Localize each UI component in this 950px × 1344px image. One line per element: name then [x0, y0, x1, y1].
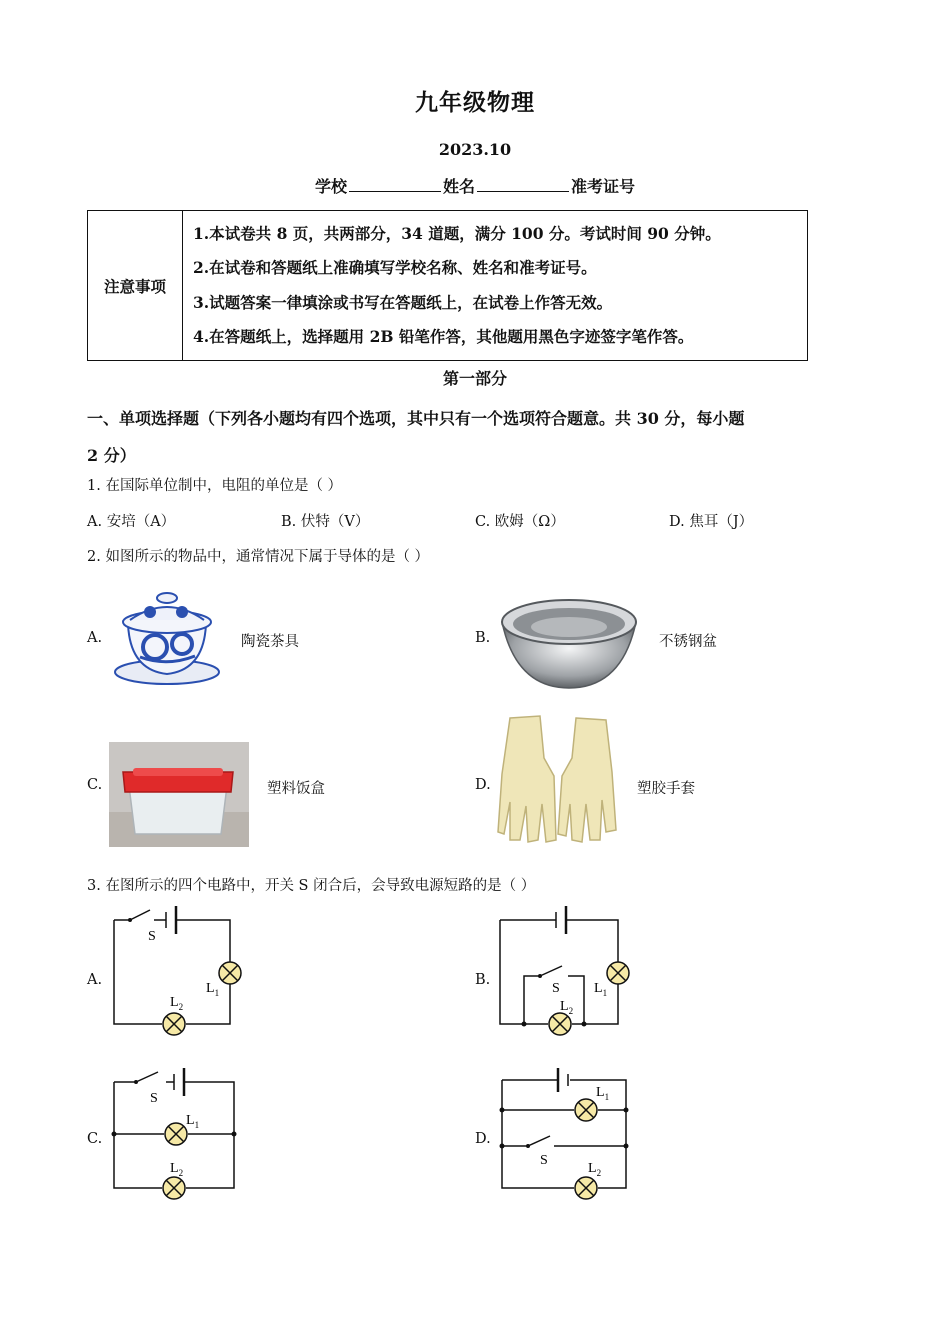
q2-stem: 2. 如图所示的物品中，通常情况下属于导体的是（ ）: [87, 549, 430, 565]
notice-item: 3.试题答案一律填涂或书写在答题纸上，在试卷上作答无效。: [193, 292, 613, 312]
q3-option-b-letter: B.: [475, 972, 491, 988]
q1-option-c: C. 欧姆（Ω）: [475, 514, 565, 530]
q1-option-d: D. 焦耳（J）: [669, 514, 754, 530]
svg-text:S: S: [150, 1091, 158, 1106]
q2-option-b-letter: B.: [475, 630, 491, 646]
name-label: 姓名: [442, 177, 475, 196]
porcelain-tea-set-image: [110, 582, 225, 688]
student-info-line: [0, 174, 950, 197]
svg-text:S: S: [552, 981, 560, 996]
name-blank: [477, 177, 569, 192]
circuit-d-diagram: [488, 1064, 648, 1204]
svg-text:L2: $L_2$: [560, 999, 574, 1016]
q2-option-b-caption: 不锈钢盆: [659, 634, 717, 650]
q2-option-d-letter: D.: [475, 777, 491, 793]
q1-option-a: A. 安培（A）: [87, 514, 176, 530]
stainless-bowl-image: [496, 594, 642, 690]
notice-table: [87, 210, 808, 361]
page-title: 九年级物理: [415, 89, 535, 116]
svg-text:L2: $L_2$: [588, 1161, 602, 1178]
q1-stem: 1. 在国际单位制中，电阻的单位是（ ）: [87, 478, 343, 494]
q3-option-a-letter: A.: [87, 972, 103, 988]
section-line: 2 分）: [87, 446, 136, 465]
notice-item: 1.本试卷共 8 页，共两部分，34 道题，满分 100 分。考试时间 90 分钟。: [193, 223, 721, 243]
q1-option-b: B. 伏特（V）: [281, 514, 370, 530]
school-label: 学校: [314, 177, 347, 196]
q2-option-c-letter: C.: [87, 777, 103, 793]
q3-option-d-letter: D.: [475, 1131, 491, 1147]
part-title: 第一部分: [442, 369, 507, 388]
svg-text:L1: $L_1$: [594, 981, 608, 998]
circuit-b-diagram: [488, 900, 648, 1040]
plastic-lunchbox-image: [109, 742, 249, 847]
lamp2-label: $L_2$: [170, 995, 184, 1012]
q2-option-a-letter: A.: [87, 630, 103, 646]
switch-label: S: [148, 929, 156, 944]
school-blank: [349, 177, 441, 192]
notice-body: [183, 211, 808, 361]
rubber-gloves-image: [496, 714, 620, 848]
q3-option-c-letter: C.: [87, 1131, 103, 1147]
lamp1-label: $L_1$: [206, 981, 220, 998]
section-line: 一、单项选择题（下列各小题均有四个选项，其中只有一个选项符合题意。共 30 分，每小题: [87, 409, 745, 428]
lamp-l2-icon: [163, 1013, 185, 1035]
notice-item: 2.在试卷和答题纸上准确填写学校名称、姓名和准考证号。: [193, 258, 597, 277]
exam-date: 2023.10: [438, 140, 512, 159]
q3-stem: 3. 在图所示的四个电路中，开关 S 闭合后，会导致电源短路的是（ ）: [87, 878, 536, 894]
q2-option-c-caption: 塑料饭盒: [267, 781, 325, 797]
circuit-a-diagram: [100, 900, 260, 1040]
svg-text:L1: $L_1$: [186, 1113, 200, 1130]
circuit-c-diagram: [100, 1064, 260, 1204]
section-heading: [87, 400, 867, 474]
svg-text:L2: $L_2$: [170, 1161, 184, 1178]
q2-option-a-caption: 陶瓷茶具: [241, 634, 299, 650]
svg-text:L1: $L_1$: [596, 1085, 610, 1102]
notice-item: 4.在答题纸上，选择题用 2B 铅笔作答，其他题用黑色字迹签字笔作答。: [193, 327, 694, 346]
notice-heading: 注意事项: [88, 211, 183, 361]
lamp-l1-icon: [219, 962, 241, 984]
svg-text:S: S: [540, 1153, 548, 1168]
id-label: 准考证号: [571, 177, 636, 196]
q2-option-d-caption: 塑胶手套: [637, 781, 695, 797]
